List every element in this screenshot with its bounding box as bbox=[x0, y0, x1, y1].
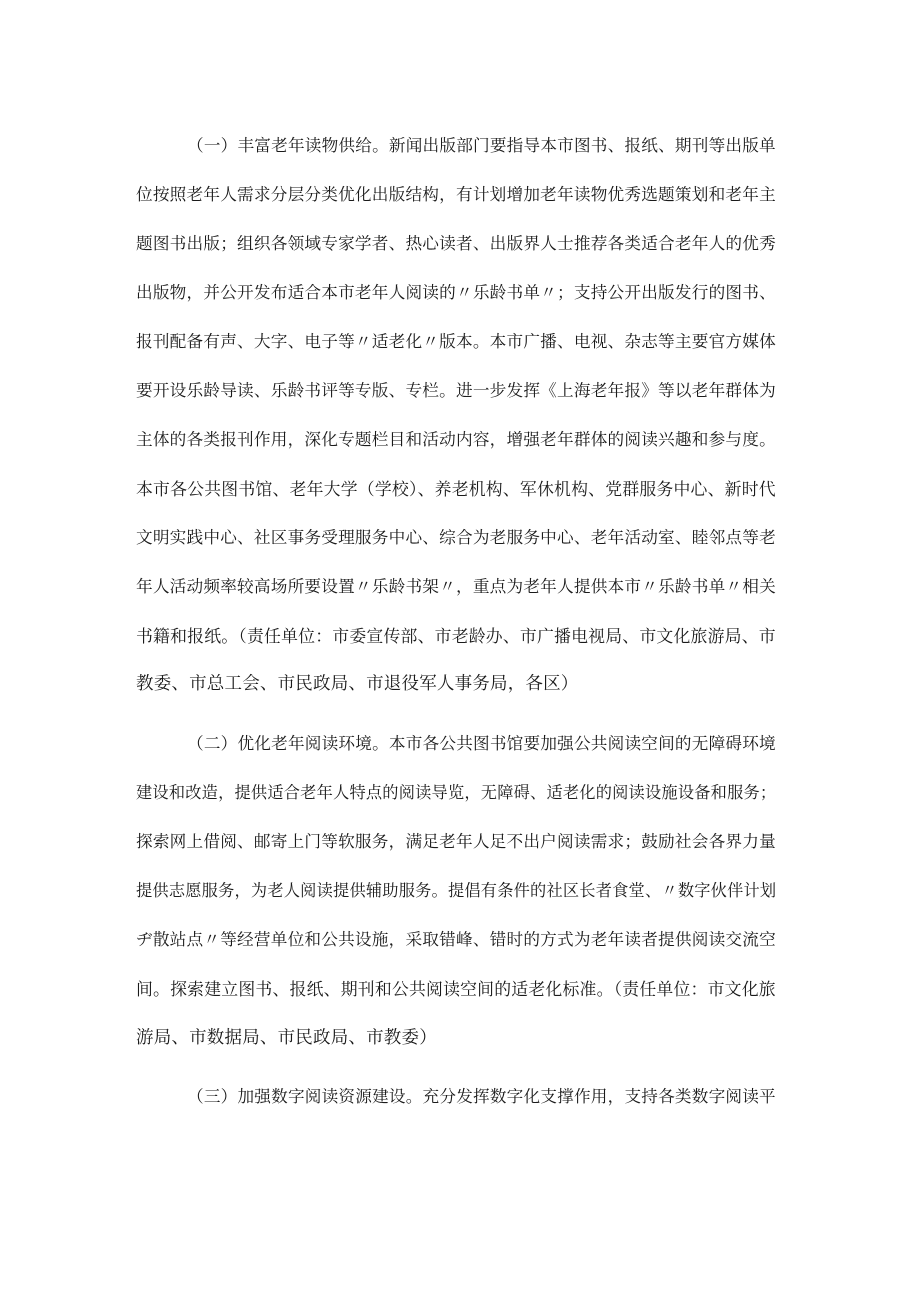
paragraph-1-line-6: 要开设乐龄导读、乐龄书评等专版、专栏。进一步发挥《上海老年报》等以老年群体为 bbox=[136, 381, 776, 400]
paragraph-3-line-1: （三）加强数字阅读资源建设。充分发挥数字化支撑作用，支持各类数字阅读平 bbox=[187, 1087, 776, 1106]
paragraph-2-line-1: （二）优化老年阅读环境。本市各公共图书馆要加强公共阅读空间的无障碍环境 bbox=[187, 734, 776, 753]
paragraph-2-line-7: 游局、市数据局、市民政局、市教委） bbox=[136, 1028, 437, 1048]
paragraph-2-line-3: 探索网上借阅、邮寄上门等软服务，满足老年人足不出户阅读需求；鼓励社会各界力量 bbox=[136, 832, 776, 851]
paragraph-1-line-11: 书籍和报纸。（责任单位：市委宣传部、市老龄办、市广播电视局、市文化旅游局、市 bbox=[136, 626, 776, 646]
paragraph-1-line-2: 位按照老年人需求分层分类优化出版结构，有计划增加老年读物优秀选题策划和老年主 bbox=[136, 185, 776, 204]
paragraph-1-line-7: 主体的各类报刊作用，深化专题栏目和活动内容，增强老年群体的阅读兴趣和参与度。 bbox=[136, 430, 776, 449]
paragraph-1-line-12: 教委、市总工会、市民政局、市退役军人事务局，各区） bbox=[136, 674, 579, 694]
paragraph-1-line-1: （一）丰富老年读物供给。新闻出版部门要指导本市图书、报纸、期刊等出版单 bbox=[187, 136, 776, 155]
paragraph-1-line-8: 本市各公共图书馆、老年大学（学校）、养老机构、军休机构、党群服务中心、新时代 bbox=[136, 479, 776, 499]
paragraph-2-line-6: 间。探索建立图书、报纸、期刊和公共阅读空间的适老化标准。（责任单位：市文化旅 bbox=[136, 979, 776, 999]
paragraph-1-line-3: 题图书出版；组织各领域专家学者、热心读者、出版界人士推荐各类适合老年人的优秀 bbox=[136, 234, 776, 253]
paragraph-2-line-4: 提供志愿服务，为老人阅读提供辅助服务。提倡有条件的社区长者食堂、〃数字伙伴计划 bbox=[136, 881, 777, 900]
paragraph-1-line-5: 报刊配备有声、大字、电子等〃适老化〃版本。本市广播、电视、杂志等主要官方媒体 bbox=[136, 332, 776, 351]
paragraph-1-line-4: 出版物，并公开发布适合本市老年人阅读的〃乐龄书单〃；支持公开出版发行的图书、 bbox=[136, 283, 776, 302]
paragraph-2-line-5: ヂ散站点〃等经营单位和公共设施，采取错峰、错时的方式为老年读者提供阅读交流空 bbox=[136, 930, 776, 949]
paragraph-2-line-2: 建设和改造，提供适合老年人特点的阅读导览，无障碍、适老化的阅读设施设备和服务； bbox=[136, 783, 777, 802]
paragraph-1-line-10: 年人活动频率较高场所要设置〃乐龄书架〃，重点为老年人提供本市〃乐龄书单〃相关 bbox=[136, 577, 776, 596]
paragraph-1-line-9: 文明实践中心、社区事务受理服务中心、综合为老服务中心、老年活动室、睦邻点等老 bbox=[136, 528, 776, 547]
